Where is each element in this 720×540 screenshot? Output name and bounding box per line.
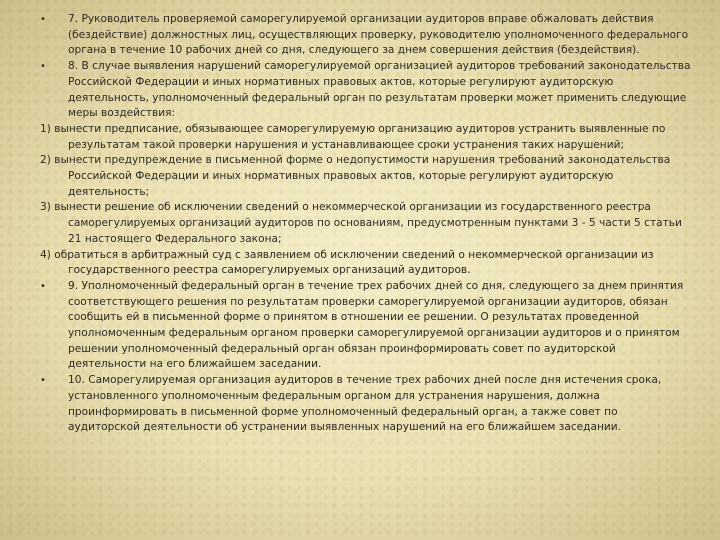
paragraph-text: 8. В случае выявления нарушений саморегулируемой организацией аудиторов требований законодательства Российской Федерации и иных нормативных правовых актов, которые регулируют аудиторскую деятельность, уполномоченный федеральный орган по результатам проверки может применить следующие меры воздействия:	[68, 60, 691, 120]
list-item-text: 3) вынести решение об исключении сведений о некоммерческой организации из государственного реестра саморегулируемых организаций аудиторов по основаниям, предусмотренным пунктами 3 - 5 части 5 статьи 21 настоящего Федерального закона;	[40, 201, 682, 245]
paragraph-text: 10. Саморегулируемая организация аудиторов в течение трех рабочих дней после дня истечения срока, установленного уполномоченным федеральным органом для устранения нарушения, должна проинформировать в письменной форме уполномоченный федеральный орган, а также совет по аудиторской деятельности об устранении выявленных нарушений на его ближайшем заседании.	[68, 374, 662, 434]
list-item-3	[40, 200, 692, 247]
list-item-4	[40, 248, 692, 279]
paragraph-item-8	[40, 59, 692, 122]
bullet-icon: •	[40, 280, 46, 292]
paragraph-item-9	[40, 279, 692, 373]
bullet-icon: •	[40, 61, 46, 73]
paragraph-text: 7. Руководитель проверяемой саморегулируемой организации аудиторов вправе обжаловать действия (бездействие) должностных лиц, осуществляющих проверку, руководителю уполномоченного федерального органа в течение 10 рабочих дней со дня, следующего за днем совершения действия (бездействия).	[68, 13, 689, 57]
paragraph-item-10	[40, 373, 692, 436]
list-item-text: 1) вынести предписание, обязывающее саморегулируемую организацию аудиторов устранить выявленные по результатам такой проверки нарушения и устанавливающее сроки устранения таких нарушений;	[40, 122, 666, 151]
slide-body	[40, 12, 692, 436]
list-item-2	[40, 153, 692, 200]
list-item-1	[40, 122, 692, 153]
bullet-icon: •	[40, 14, 46, 25]
bullet-icon: •	[40, 375, 46, 387]
list-item-text: 4) обратиться в арбитражный суд с заявлением об исключении сведений о некоммерческой организации из государственного реестра саморегулируемых организаций аудиторов.	[40, 248, 654, 277]
paragraph-item-7	[40, 12, 692, 59]
list-item-text: 2) вынести предупреждение в письменной форме о недопустимости нарушения требований законодательства Российской Федерации и иных нормативных правовых актов, которые регулируют аудиторскую деятельность;	[40, 154, 671, 198]
paragraph-text: 9. Уполномоченный федеральный орган в течение трех рабочих дней со дня, следующего за днем принятия соответствующего решения по результатам проверки саморегулируемой организации аудиторов, обязан сообщить ей в письменной форме о принятом в отношении ее решении. О результатах проведенной уполномоченным федеральным органом проверки саморегулируемой организации аудиторов и о принятом решении уполномоченный федеральный орган обязан проинформировать совет по аудиторской деятельности на его ближайшем заседании.	[68, 279, 684, 371]
